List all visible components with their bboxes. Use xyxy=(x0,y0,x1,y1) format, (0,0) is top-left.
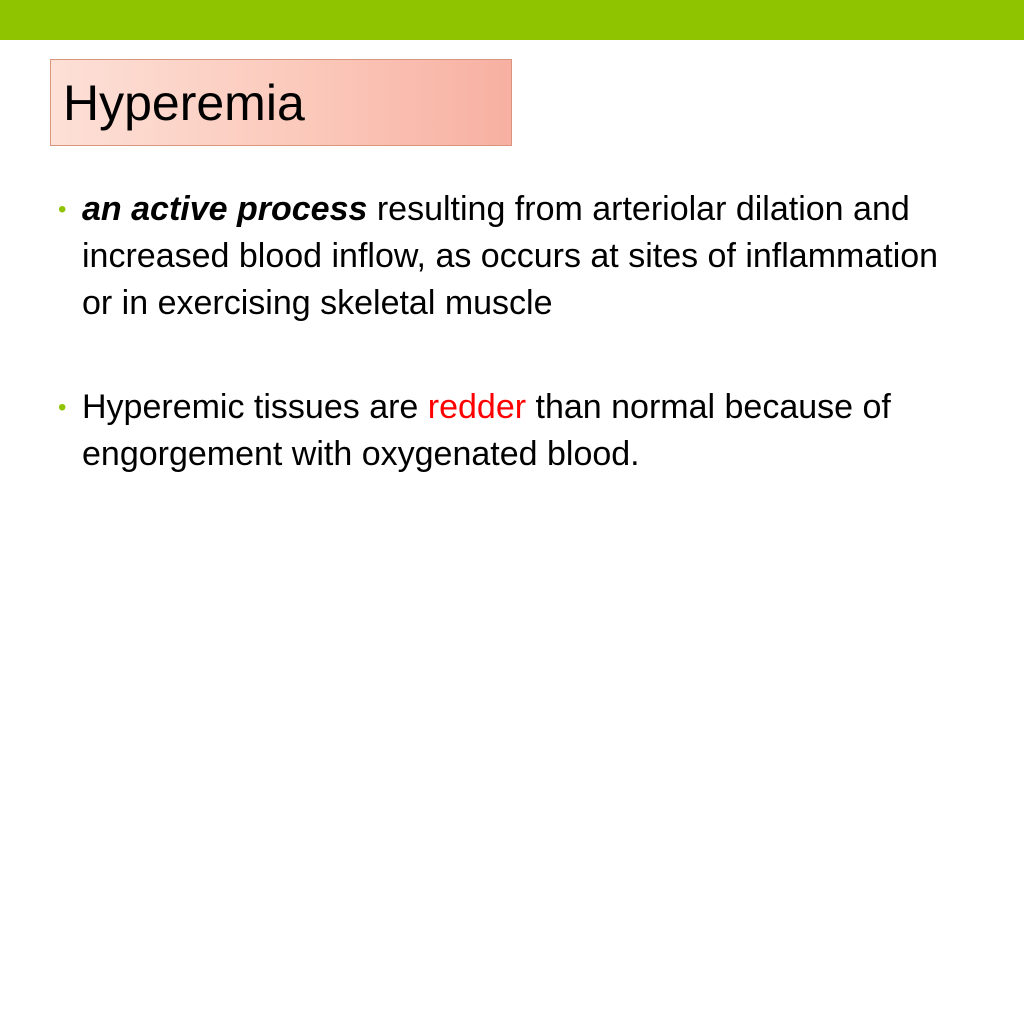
top-accent-bar xyxy=(0,0,1024,40)
slide-body xyxy=(58,186,958,535)
bullet-icon: • xyxy=(58,394,67,421)
bullet-text: resulting from arteriolar dilation and increased blood inflow, as occurs at sites of inflammation or in exercising skeletal muscle xyxy=(82,190,939,322)
title-box xyxy=(50,59,512,146)
highlight-text: redder xyxy=(427,388,527,426)
bullet-text-start: Hyperemic tissues are xyxy=(82,388,428,426)
bullet-icon: • xyxy=(58,196,67,223)
bullet-text-end: than normal because of engorgement with oxygenated blood. xyxy=(82,388,891,473)
emphasis-text: an active process xyxy=(82,190,368,228)
bullet-item-2 xyxy=(58,384,958,478)
slide-title: Hyperemia xyxy=(63,75,305,131)
bullet-item-1 xyxy=(58,186,958,327)
